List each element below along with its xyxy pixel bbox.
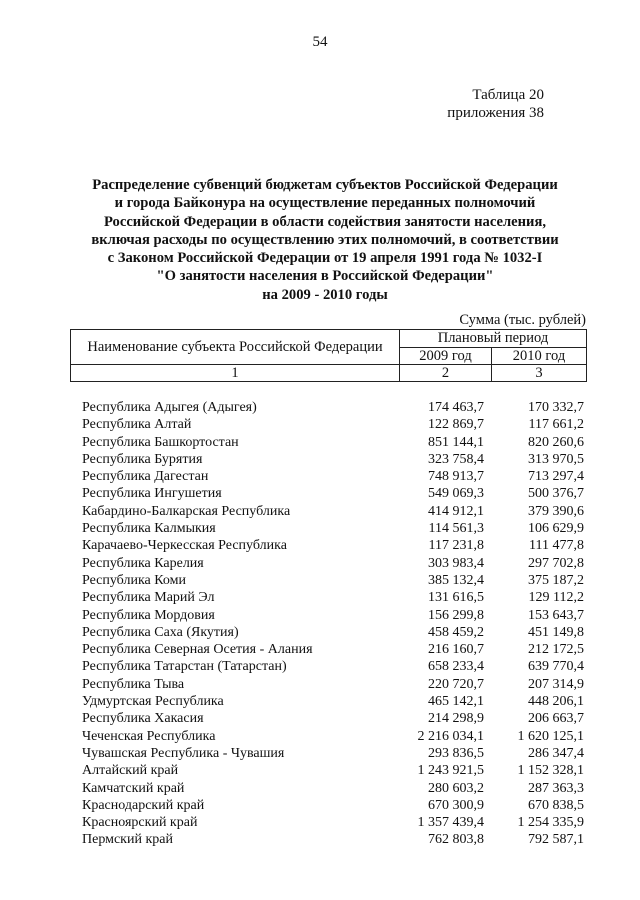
value-2010: 792 587,1 <box>528 832 584 848</box>
table-body <box>70 399 586 849</box>
title-line: Распределение субвенций бюджетам субъектов Российской Федерации <box>92 177 558 193</box>
subject-name: Пермский край <box>82 832 173 848</box>
title-line: Российской Федерации в области содействия занятости населения, <box>104 213 546 230</box>
subject-name: Республика Карелия <box>82 555 204 571</box>
value-2010: 207 314,9 <box>528 676 584 692</box>
subject-name: Республика Калмыкия <box>82 521 216 537</box>
value-2010: 286 347,4 <box>528 745 584 761</box>
table-row <box>70 814 586 831</box>
value-2010: 313 970,5 <box>528 451 584 467</box>
value-2010: 106 629,9 <box>528 521 584 537</box>
value-2009: 156 299,8 <box>428 607 484 623</box>
table-row <box>70 607 586 624</box>
subject-name: Кабардино-Балкарская Республика <box>82 503 291 519</box>
value-2009: 117 231,8 <box>428 538 484 554</box>
header-plan-period: Плановый период <box>400 330 587 348</box>
table-reference <box>418 86 544 122</box>
table-number: Таблица 20 <box>472 87 544 103</box>
value-2009: 748 913,7 <box>428 469 484 485</box>
table-row <box>70 589 586 606</box>
subject-name: Республика Адыгея (Адыгея) <box>82 400 257 415</box>
table-row <box>70 624 586 641</box>
value-2009: 658 233,4 <box>428 659 484 675</box>
value-2009: 851 144,1 <box>428 434 484 450</box>
value-2010: 206 663,7 <box>528 711 584 727</box>
value-2010: 170 332,7 <box>528 400 584 415</box>
title-line: с Законом Российской Федерации от 19 апреля 1991 года № 1032-I <box>107 250 543 267</box>
value-2009: 458 459,2 <box>428 624 484 640</box>
value-2009: 323 758,4 <box>428 451 484 467</box>
table-row <box>70 485 586 502</box>
title-line: включая расходы по осуществлению этих полномочий, в соответствии <box>91 231 559 248</box>
header-year-2010: 2010 год <box>492 347 587 365</box>
table-row <box>70 676 586 693</box>
subject-name: Республика Саха (Якутия) <box>82 624 239 640</box>
subject-name: Красноярский край <box>82 815 198 831</box>
subject-name: Республика Дагестан <box>82 469 209 485</box>
table-row <box>70 762 586 779</box>
value-2010: 117 661,2 <box>528 417 584 433</box>
value-2010: 1 152 328,1 <box>517 763 584 779</box>
value-2009: 549 069,3 <box>428 486 484 502</box>
document-title <box>70 176 580 304</box>
value-2009: 280 603,2 <box>428 780 484 796</box>
value-2010: 153 643,7 <box>528 607 584 623</box>
value-2009: 2 216 034,1 <box>417 728 484 744</box>
subject-name: Республика Северная Осетия - Алания <box>82 642 313 658</box>
value-2009: 131 616,5 <box>428 590 484 606</box>
value-2010: 451 149,8 <box>528 624 584 640</box>
value-2009: 303 983,4 <box>428 555 484 571</box>
value-2009: 385 132,4 <box>428 572 484 588</box>
page-number: 54 <box>312 34 328 50</box>
value-2010: 820 260,6 <box>528 434 584 450</box>
table-row <box>70 728 586 745</box>
units-label: Сумма (тыс. рублей) <box>459 312 586 328</box>
table-row <box>70 451 586 468</box>
value-2009: 1 357 439,4 <box>417 815 484 831</box>
value-2009: 174 463,7 <box>428 400 484 415</box>
table-row <box>70 797 586 814</box>
subject-name: Республика Ингушетия <box>82 486 222 502</box>
subject-name: Республика Марий Эл <box>82 590 215 606</box>
value-2010: 500 376,7 <box>528 486 584 502</box>
value-2009: 216 160,7 <box>428 642 484 658</box>
subject-name: Камчатский край <box>82 780 185 796</box>
subject-name: Республика Коми <box>82 572 186 588</box>
table-row <box>70 641 586 658</box>
subject-name: Республика Тыва <box>82 676 185 692</box>
header-column-number: 2 <box>400 365 492 382</box>
value-2009: 762 803,8 <box>428 832 484 848</box>
value-2010: 1 620 125,1 <box>517 728 584 744</box>
subject-name: Республика Хакасия <box>82 711 204 727</box>
header-year-2009: 2009 год <box>400 347 492 365</box>
table-header <box>70 329 587 382</box>
table-row <box>70 572 586 589</box>
table-row <box>70 745 586 762</box>
value-2009: 414 912,1 <box>428 503 484 519</box>
subject-name: Чувашская Республика - Чувашия <box>82 745 285 761</box>
table-row <box>70 434 586 451</box>
title-line: "О занятости населения в Российской Федерации" <box>156 268 494 285</box>
table-row <box>70 658 586 675</box>
table-row <box>70 537 586 554</box>
value-2009: 465 142,1 <box>428 694 484 710</box>
title-line: и города Байконура на осуществление переданных полномочий <box>114 195 536 212</box>
table-row <box>70 399 586 416</box>
value-2009: 214 298,9 <box>428 711 484 727</box>
header-column-number: 1 <box>71 365 400 382</box>
value-2010: 129 112,2 <box>528 590 584 606</box>
value-2009: 293 836,5 <box>428 745 484 761</box>
value-2009: 122 869,7 <box>428 417 484 433</box>
table-row <box>70 831 586 848</box>
value-2010: 448 206,1 <box>528 694 584 710</box>
table-row <box>70 693 586 710</box>
value-2009: 1 243 921,5 <box>417 763 484 779</box>
value-2010: 379 390,6 <box>528 503 584 519</box>
value-2010: 111 477,8 <box>529 538 584 554</box>
subject-name: Алтайский край <box>82 763 179 779</box>
subject-name: Республика Мордовия <box>82 607 215 623</box>
value-2009: 114 561,3 <box>428 521 484 537</box>
value-2009: 220 720,7 <box>428 676 484 692</box>
header-name-column: Наименование субъекта Российской Федерации <box>71 330 400 365</box>
subject-name: Республика Татарстан (Татарстан) <box>82 659 287 675</box>
subject-name: Республика Бурятия <box>82 451 203 467</box>
value-2010: 287 363,3 <box>528 780 584 796</box>
subject-name: Республика Башкортостан <box>82 434 239 450</box>
subject-name: Удмуртская Республика <box>82 694 224 710</box>
table-row <box>70 780 586 797</box>
subject-name: Республика Алтай <box>82 417 192 433</box>
value-2010: 297 702,8 <box>528 555 584 571</box>
value-2010: 670 838,5 <box>528 797 584 813</box>
table-row <box>70 468 586 485</box>
value-2010: 713 297,4 <box>528 469 584 485</box>
table-row <box>70 520 586 537</box>
table-row <box>70 416 586 433</box>
subject-name: Чеченская Республика <box>82 728 216 744</box>
value-2009: 670 300,9 <box>428 797 484 813</box>
value-2010: 212 172,5 <box>528 642 584 658</box>
title-line: на 2009 - 2010 годы <box>262 286 388 303</box>
table-row <box>70 503 586 520</box>
table-row <box>70 555 586 572</box>
subject-name: Карачаево-Черкесская Республика <box>82 538 287 554</box>
header-column-number: 3 <box>492 365 587 382</box>
subject-name: Краснодарский край <box>82 797 205 813</box>
appendix-reference: приложения 38 <box>447 105 544 121</box>
value-2010: 1 254 335,9 <box>517 815 584 831</box>
value-2010: 639 770,4 <box>528 659 584 675</box>
value-2010: 375 187,2 <box>528 572 584 588</box>
table-row <box>70 710 586 727</box>
